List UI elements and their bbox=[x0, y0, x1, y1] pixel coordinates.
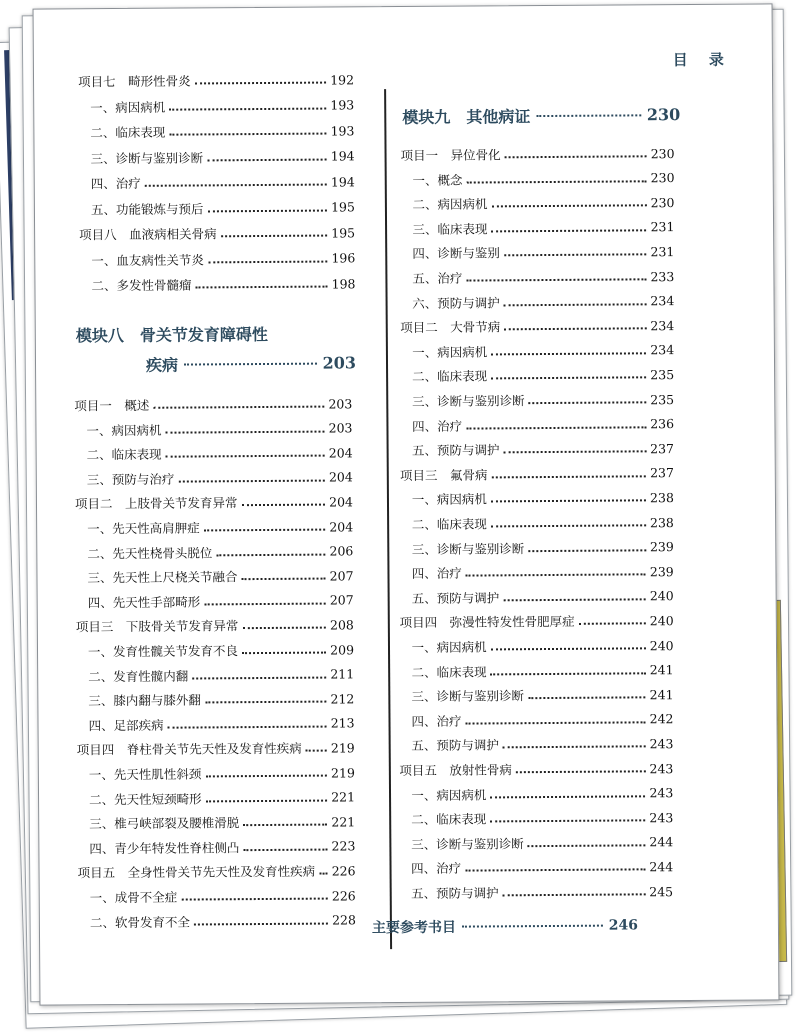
entry-label: 一、成骨不全症 bbox=[89, 889, 178, 906]
entry-page-number: 239 bbox=[649, 563, 674, 579]
toc-project-entry[interactable] bbox=[400, 463, 674, 485]
entry-page-number: 207 bbox=[329, 592, 354, 608]
entry-label: 五、预防与调护 bbox=[411, 885, 499, 901]
leader-dots bbox=[528, 549, 646, 552]
leader-dots bbox=[490, 795, 645, 798]
entry-page-number: 235 bbox=[650, 391, 675, 407]
leader-dots bbox=[242, 578, 326, 581]
leader-dots bbox=[467, 180, 647, 183]
toc-project-entry[interactable] bbox=[400, 611, 674, 633]
entry-page-number: 226 bbox=[331, 863, 356, 879]
module-8-title[interactable]: 模块八 骨关节发育障碍性 bbox=[75, 324, 268, 346]
toc-section-entry[interactable] bbox=[88, 590, 354, 612]
entry-label: 三、先天性上尺桡关节融合 bbox=[87, 569, 238, 586]
entry-label: 二、临床表现 bbox=[411, 664, 487, 680]
entry-label: 项目四 脊柱骨关节先天性及发育性疾病 bbox=[76, 741, 302, 758]
toc-project-entry[interactable] bbox=[79, 222, 355, 244]
entry-label: 五、功能锻炼与预后 bbox=[90, 200, 204, 217]
leader-dots bbox=[169, 107, 326, 110]
leader-dots bbox=[505, 155, 647, 158]
leader-dots bbox=[491, 229, 646, 232]
entry-label: 项目三 下肢骨关节发育异常 bbox=[75, 618, 239, 635]
entry-page-number: 243 bbox=[649, 809, 674, 825]
entry-label: 项目五 放射性骨病 bbox=[399, 762, 512, 779]
entry-label: 五、治疗 bbox=[412, 270, 463, 286]
entry-page-number: 243 bbox=[649, 760, 674, 776]
module-label: 模块九 其他病证 bbox=[402, 107, 531, 128]
toc-section-entry[interactable] bbox=[412, 217, 674, 239]
toc-section-entry[interactable] bbox=[412, 512, 674, 534]
entry-page-number: 234 bbox=[650, 342, 675, 358]
entry-page-number: 213 bbox=[330, 715, 355, 731]
entry-label: 二、临床表现 bbox=[86, 446, 162, 463]
toc-section-entry[interactable] bbox=[91, 197, 355, 219]
entry-label: 项目一 异位骨化 bbox=[400, 147, 501, 164]
leader-dots bbox=[528, 844, 646, 847]
entry-page-number: 235 bbox=[650, 367, 675, 383]
module-page-number: 203 bbox=[322, 353, 357, 373]
entry-label: 一、病因病机 bbox=[412, 344, 488, 360]
toc-section-entry[interactable] bbox=[89, 762, 355, 784]
leader-dots bbox=[243, 848, 327, 851]
toc-section-entry[interactable] bbox=[411, 857, 673, 879]
leader-dots bbox=[503, 746, 646, 749]
entry-page-number: 194 bbox=[330, 148, 355, 164]
entry-label: 四、治疗 bbox=[411, 713, 462, 729]
entry-page-number: 241 bbox=[649, 662, 674, 678]
leader-dots bbox=[528, 697, 646, 700]
entry-page-number: 221 bbox=[331, 789, 356, 805]
entry-label: 三、诊断与鉴别诊断 bbox=[90, 149, 204, 166]
leader-dots bbox=[205, 701, 327, 704]
entry-page-number: 234 bbox=[650, 293, 675, 309]
toc-section-entry[interactable] bbox=[412, 537, 674, 559]
leader-dots bbox=[491, 524, 646, 527]
page-header: 目 录 bbox=[672, 50, 732, 70]
entry-label: 项目八 血液病相关骨病 bbox=[79, 226, 217, 243]
toc-section-entry[interactable] bbox=[91, 273, 355, 295]
entry-label: 三、诊断与鉴别诊断 bbox=[411, 540, 525, 557]
toc-project-entry[interactable] bbox=[399, 758, 673, 780]
entry-label: 项目二 大骨节病 bbox=[400, 319, 501, 336]
module-8-title-continued[interactable] bbox=[146, 351, 356, 375]
entry-label: 二、临床表现 bbox=[412, 368, 488, 385]
entry-label: 一、病因病机 bbox=[90, 99, 166, 115]
toc-project-entry[interactable] bbox=[78, 69, 354, 91]
entry-label: 一、病因病机 bbox=[86, 422, 162, 438]
entry-page-number: 240 bbox=[649, 613, 674, 629]
leader-dots bbox=[319, 873, 328, 875]
entry-label: 四、治疗 bbox=[90, 175, 141, 192]
toc-section-entry[interactable] bbox=[411, 684, 673, 706]
leader-dots bbox=[466, 574, 646, 577]
toc-section-entry[interactable] bbox=[90, 910, 356, 932]
leader-dots bbox=[504, 303, 647, 306]
entry-page-number: 238 bbox=[649, 514, 674, 530]
entry-label: 三、预防与治疗 bbox=[86, 471, 175, 488]
entry-page-number: 192 bbox=[330, 71, 355, 88]
entry-label: 二、先天性桡骨头脱位 bbox=[87, 544, 213, 561]
entry-label: 四、治疗 bbox=[411, 861, 462, 877]
leader-dots bbox=[145, 184, 327, 187]
entry-label: 二、临床表现 bbox=[411, 516, 487, 532]
entry-page-number: 196 bbox=[331, 250, 356, 266]
leader-dots bbox=[242, 504, 326, 507]
leader-dots bbox=[491, 647, 646, 650]
entry-page-number: 243 bbox=[649, 785, 674, 801]
toc-project-entry[interactable] bbox=[400, 315, 674, 337]
leader-dots bbox=[490, 820, 645, 823]
toc-section-entry[interactable] bbox=[88, 689, 354, 711]
entry-page-number: 207 bbox=[329, 568, 354, 584]
entry-page-number: 209 bbox=[330, 641, 355, 658]
leader-dots bbox=[491, 205, 646, 208]
entry-page-number: 203 bbox=[328, 395, 353, 412]
entry-page-number: 223 bbox=[331, 838, 356, 854]
entry-label: 项目一 概述 bbox=[74, 397, 150, 414]
entry-page-number: 208 bbox=[329, 617, 354, 633]
entry-label: 二、病因病机 bbox=[412, 196, 488, 213]
entry-page-number: 204 bbox=[329, 518, 354, 535]
toc-section-entry[interactable] bbox=[411, 783, 673, 805]
entry-label: 四、治疗 bbox=[411, 565, 462, 582]
leader-dots bbox=[504, 328, 646, 331]
entry-label: 项目五 全身性骨关节先天性及发育性疾病 bbox=[77, 864, 316, 881]
toc-section-entry[interactable] bbox=[412, 414, 674, 436]
entry-page-number: 233 bbox=[650, 268, 675, 284]
entry-page-number: 194 bbox=[330, 173, 355, 190]
references-entry[interactable] bbox=[372, 915, 638, 937]
entry-page-number: 193 bbox=[330, 97, 355, 113]
toc-section-entry[interactable] bbox=[412, 389, 674, 411]
leader-dots bbox=[465, 721, 645, 724]
leader-dots bbox=[504, 451, 647, 454]
toc-section-entry[interactable] bbox=[411, 660, 673, 682]
toc-section-entry[interactable] bbox=[87, 443, 353, 465]
toc-section-entry[interactable] bbox=[90, 120, 354, 142]
leader-dots bbox=[579, 623, 646, 625]
leader-dots bbox=[529, 401, 647, 404]
entry-label: 二、软骨发育不全 bbox=[89, 914, 190, 930]
toc-section-entry[interactable] bbox=[412, 365, 674, 387]
entry-page-number: 193 bbox=[330, 122, 355, 139]
entry-label: 一、病因病机 bbox=[411, 491, 487, 508]
entry-label: 一、病因病机 bbox=[411, 787, 487, 803]
leader-dots bbox=[491, 352, 646, 355]
toc-section-entry[interactable] bbox=[412, 266, 674, 288]
entry-page-number: 198 bbox=[331, 275, 356, 292]
entry-page-number: 237 bbox=[650, 440, 675, 456]
leader-dots bbox=[306, 750, 327, 752]
toc-section-entry[interactable] bbox=[412, 586, 674, 608]
entry-label: 五、预防与调护 bbox=[411, 737, 499, 754]
entry-label: 三、诊断与鉴别诊断 bbox=[412, 393, 525, 409]
entry-page-number: 195 bbox=[331, 224, 356, 241]
entry-page-number: 206 bbox=[329, 543, 354, 559]
leader-dots bbox=[181, 898, 328, 901]
leader-dots bbox=[178, 479, 325, 482]
toc-project-entry[interactable] bbox=[74, 393, 352, 415]
entry-label: 四、治疗 bbox=[411, 418, 463, 434]
entry-label: 二、先天性短颈畸形 bbox=[88, 791, 202, 807]
toc-section-entry[interactable] bbox=[90, 95, 354, 117]
entry-label: 二、临床表现 bbox=[411, 811, 487, 828]
leader-dots bbox=[242, 652, 326, 655]
leader-dots bbox=[466, 426, 646, 429]
entry-page-number: 195 bbox=[331, 199, 355, 215]
toc-section-entry[interactable] bbox=[88, 713, 354, 735]
entry-page-number: 237 bbox=[649, 465, 674, 481]
leader-dots bbox=[169, 133, 326, 136]
entry-page-number: 231 bbox=[650, 244, 675, 260]
entry-page-number: 241 bbox=[649, 686, 674, 702]
leader-dots bbox=[208, 260, 328, 263]
leader-dots bbox=[166, 455, 325, 458]
entry-page-number: 211 bbox=[330, 666, 355, 682]
toc-project-entry[interactable] bbox=[75, 492, 353, 514]
entry-page-number: 230 bbox=[650, 145, 675, 161]
entry-page-number: 234 bbox=[650, 317, 675, 333]
entry-label: 一、发育性髋关节发育不良 bbox=[87, 643, 239, 660]
leader-dots bbox=[504, 254, 647, 257]
entry-page-number: 219 bbox=[330, 764, 355, 781]
leader-dots bbox=[195, 286, 327, 289]
toc-project-entry[interactable] bbox=[76, 615, 354, 637]
entry-label: 六、预防与调护 bbox=[412, 294, 500, 311]
toc-section-entry[interactable] bbox=[86, 418, 352, 440]
leader-dots bbox=[153, 406, 324, 409]
leader-dots bbox=[184, 362, 317, 365]
entry-page-number: 230 bbox=[650, 170, 675, 186]
entry-page-number: 238 bbox=[649, 490, 674, 506]
toc-project-entry[interactable] bbox=[77, 861, 355, 883]
entry-label: 一、血友病性关节炎 bbox=[91, 251, 204, 268]
entry-label: 一、先天性肌性斜颈 bbox=[88, 766, 202, 783]
leader-dots bbox=[491, 500, 646, 503]
entry-label: 三、临床表现 bbox=[412, 221, 488, 237]
leader-dots bbox=[204, 529, 326, 532]
toc-section-entry[interactable] bbox=[88, 639, 354, 661]
entry-label: 二、发育性髋内翻 bbox=[88, 668, 189, 684]
entry-label: 三、膝内翻与膝外翻 bbox=[88, 692, 201, 709]
entry-page-number: 212 bbox=[330, 691, 355, 707]
leader-dots bbox=[195, 82, 327, 85]
leader-dots bbox=[168, 725, 327, 728]
entry-label: 项目四 弥漫性特发性骨肥厚症 bbox=[399, 614, 575, 631]
entry-page-number: 221 bbox=[331, 814, 356, 830]
entry-page-number: 204 bbox=[328, 469, 353, 485]
leader-dots bbox=[465, 869, 645, 872]
toc-section-entry[interactable] bbox=[412, 192, 674, 214]
module-page-number: 230 bbox=[646, 105, 681, 125]
entry-label: 项目三 氟骨病 bbox=[399, 467, 488, 483]
entry-label: 四、青少年特发性脊柱侧凸 bbox=[89, 839, 240, 857]
entry-label: 四、诊断与鉴别 bbox=[412, 245, 500, 262]
entry-page-number: 228 bbox=[331, 912, 356, 928]
entry-page-number: 230 bbox=[650, 194, 675, 210]
entry-page-number: 219 bbox=[330, 740, 355, 756]
toc-section-entry[interactable] bbox=[87, 566, 353, 588]
leader-dots bbox=[466, 278, 646, 281]
entry-page-number: 244 bbox=[649, 859, 674, 875]
leader-dots bbox=[207, 158, 327, 161]
toc-section-entry[interactable] bbox=[87, 467, 353, 489]
leader-dots bbox=[204, 602, 326, 605]
leader-dots bbox=[242, 627, 326, 630]
module-9-title[interactable] bbox=[402, 103, 680, 128]
toc-section-entry[interactable] bbox=[411, 734, 673, 756]
toc-section-entry[interactable] bbox=[87, 516, 353, 538]
left-column bbox=[34, 4, 772, 9]
entry-page-number: 204 bbox=[328, 445, 353, 461]
entry-label: 项目二 上肢骨关节发育异常 bbox=[74, 495, 238, 512]
column-divider bbox=[384, 89, 392, 949]
toc-section-entry[interactable] bbox=[87, 541, 353, 563]
entry-page-number: 204 bbox=[329, 494, 354, 510]
entry-page-number: 203 bbox=[328, 420, 353, 436]
entry-label: 一、概念 bbox=[412, 172, 463, 188]
entry-label: 一、病因病机 bbox=[411, 639, 487, 655]
entry-label: 五、预防与调护 bbox=[411, 590, 500, 606]
entry-label: 项目七 畸形性骨炎 bbox=[77, 73, 191, 90]
toc-section-entry[interactable] bbox=[90, 885, 356, 907]
toc-section-entry[interactable] bbox=[91, 171, 355, 193]
leader-dots bbox=[205, 775, 327, 778]
references-page-number: 246 bbox=[608, 917, 638, 934]
toc-section-entry[interactable] bbox=[412, 168, 674, 190]
toc-section-entry[interactable] bbox=[412, 291, 674, 313]
entry-page-number: 243 bbox=[649, 736, 674, 752]
entry-page-number: 242 bbox=[649, 711, 674, 727]
toc-section-entry[interactable] bbox=[411, 832, 673, 854]
toc-project-entry[interactable] bbox=[400, 143, 674, 165]
references-label: 主要参考书目 bbox=[371, 919, 457, 937]
module-label: 疾病 bbox=[145, 355, 179, 375]
toc-section-entry[interactable] bbox=[412, 438, 674, 460]
leader-dots bbox=[207, 209, 327, 212]
entry-page-number: 239 bbox=[649, 539, 674, 555]
leader-dots bbox=[462, 925, 603, 928]
leader-dots bbox=[216, 553, 325, 556]
leader-dots bbox=[491, 377, 646, 380]
entry-label: 二、多发性骨髓瘤 bbox=[91, 277, 192, 294]
toc-section-entry[interactable] bbox=[412, 242, 674, 264]
toc-section-entry[interactable] bbox=[89, 836, 355, 858]
toc-section-entry[interactable] bbox=[91, 146, 355, 168]
entry-label: 三、诊断与鉴别诊断 bbox=[411, 688, 525, 705]
entry-page-number: 240 bbox=[649, 588, 674, 604]
leader-dots bbox=[194, 922, 328, 925]
entry-label: 四、足部疾病 bbox=[88, 717, 164, 734]
toc-section-entry[interactable] bbox=[412, 340, 674, 362]
leader-dots bbox=[491, 475, 646, 478]
entry-label: 一、先天性高肩胛症 bbox=[87, 520, 200, 537]
entry-page-number: 231 bbox=[650, 219, 675, 235]
leader-dots bbox=[243, 824, 327, 827]
toc-section-entry[interactable] bbox=[89, 787, 355, 809]
leader-dots bbox=[491, 672, 646, 675]
leader-dots bbox=[192, 676, 326, 679]
toc-project-entry[interactable] bbox=[77, 738, 355, 760]
entry-label: 三、诊断与鉴别诊断 bbox=[411, 835, 524, 852]
leader-dots bbox=[516, 770, 646, 773]
entry-label: 五、预防与调护 bbox=[411, 442, 500, 459]
toc-page bbox=[33, 3, 780, 1005]
leader-dots bbox=[206, 799, 328, 802]
entry-label: 二、临床表现 bbox=[90, 124, 166, 141]
leader-dots bbox=[503, 893, 646, 896]
entry-page-number: 240 bbox=[649, 637, 674, 653]
entry-label: 三、椎弓峡部裂及腰椎滑脱 bbox=[89, 815, 240, 832]
leader-dots bbox=[165, 430, 324, 433]
toc-section-entry[interactable] bbox=[412, 635, 674, 657]
leader-dots bbox=[536, 114, 641, 117]
toc-section-entry[interactable] bbox=[89, 812, 355, 834]
toc-section-entry[interactable] bbox=[88, 664, 354, 686]
entry-page-number: 245 bbox=[649, 883, 674, 899]
toc-section-entry[interactable] bbox=[412, 488, 674, 510]
entry-label: 四、先天性手部畸形 bbox=[87, 594, 201, 611]
leader-dots bbox=[221, 235, 328, 238]
toc-section-entry[interactable] bbox=[411, 807, 673, 829]
toc-section-entry[interactable] bbox=[412, 561, 674, 583]
right-column bbox=[34, 4, 772, 9]
entry-page-number: 226 bbox=[331, 887, 356, 904]
leader-dots bbox=[503, 598, 646, 601]
entry-page-number: 244 bbox=[649, 834, 674, 850]
toc-section-entry[interactable] bbox=[411, 881, 673, 903]
entry-page-number: 236 bbox=[650, 416, 675, 432]
toc-section-entry[interactable] bbox=[411, 709, 673, 731]
toc-section-entry[interactable] bbox=[91, 248, 355, 270]
